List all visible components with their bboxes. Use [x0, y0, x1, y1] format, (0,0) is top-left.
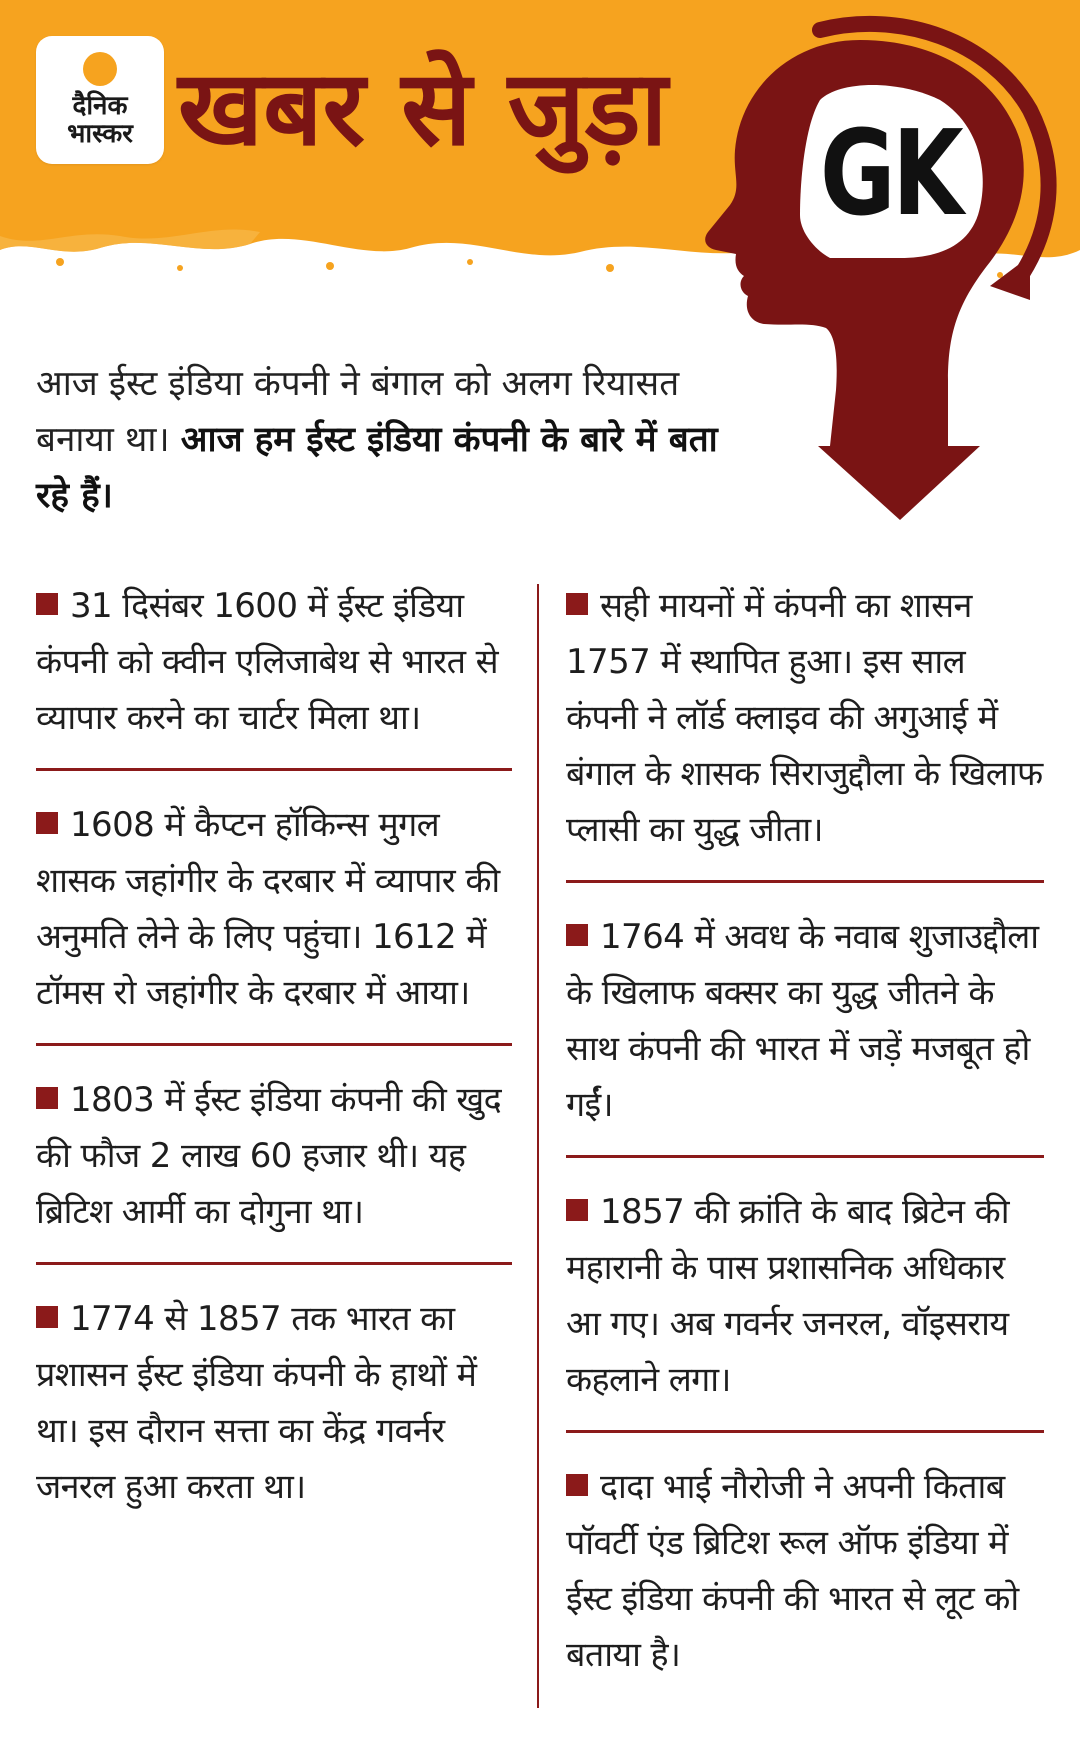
fact-item: [566, 1184, 1044, 1408]
intro-paragraph: [36, 356, 756, 524]
logo-line-2: भास्कर: [67, 119, 133, 149]
fact-text: दादा भाई नौरोजी ने अपनी किताब पॉवर्टी एंड ब्रिटिश रूल ऑफ इंडिया में ईस्ट इंडिया कंपनी की भारत से लूट को बताया है।: [566, 1467, 1019, 1675]
fact-divider: [36, 768, 512, 771]
fact-item: [36, 1291, 512, 1515]
fact-text: सही मायनों में कंपनी का शासन 1757 में स्थापित हुआ। इस साल कंपनी ने लॉर्ड क्लाइव की अगुआई में बंगाल के शासक सिराजुद्दौला के खिलाफ प्लासी का युद्ध जीता।: [566, 586, 1043, 850]
logo-line-1: दैनिक: [72, 91, 128, 121]
square-bullet-icon: [566, 924, 588, 946]
fact-item: [36, 578, 512, 746]
fact-text: 1803 में ईस्ट इंडिया कंपनी की खुद की फौज 2 लाख 60 हजार थी। यह ब्रिटिश आर्मी का दोगुना था।: [36, 1080, 502, 1232]
fact-divider: [36, 1043, 512, 1046]
fact-text: 1774 से 1857 तक भारत का प्रशासन ईस्ट इंडिया कंपनी के हाथों में था। इस दौरान सत्ता का केंद्र गवर्नर जनरल हुआ करता था।: [36, 1299, 477, 1507]
fact-divider: [566, 880, 1044, 883]
column-divider: [537, 584, 539, 1708]
fact-item: [566, 1459, 1044, 1683]
square-bullet-icon: [36, 812, 58, 834]
facts-column-right: [566, 578, 1044, 1683]
fact-item: [36, 1072, 512, 1240]
fact-divider: [566, 1155, 1044, 1158]
sun-icon: [83, 52, 117, 86]
fact-item: [566, 578, 1044, 858]
fact-text: 1857 की क्रांति के बाद ब्रिटेन की महारानी के पास प्रशासनिक अधिकार आ गए। अब गवर्नर जनरल, वॉइसराय कहलाने लगा।: [566, 1192, 1009, 1400]
fact-divider: [36, 1262, 512, 1265]
brand-logo: [36, 36, 164, 164]
fact-text: 1608 में कैप्टन हॉकिन्स मुगल शासक जहांगीर के दरबार में व्यापार की अनुमति लेने के लिए पहुंचा। 1612 में टॉमस रो जहांगीर के दरबार में आया।: [36, 805, 500, 1013]
square-bullet-icon: [566, 1474, 588, 1496]
square-bullet-icon: [36, 593, 58, 615]
square-bullet-icon: [566, 593, 588, 615]
fact-text: 31 दिसंबर 1600 में ईस्ट इंडिया कंपनी को क्वीन एलिजाबेथ से भारत से व्यापार करने का चार्टर मिला था।: [36, 586, 498, 738]
intro-normal-text: आज ईस्ट इंडिया कंपनी ने बंगाल को अलग रियासत बनाया था।: [36, 364, 680, 460]
fact-item: [36, 797, 512, 1021]
facts-column-left: [36, 578, 512, 1515]
fact-text: 1764 में अवध के नवाब शुजाउद्दौला के खिलाफ बक्सर का युद्ध जीतने के साथ कंपनी की भारत में जड़ें मजबूत हो गईं।: [566, 917, 1039, 1125]
intro-bold-text: आज हम ईस्ट इंडिया कंपनी के बारे में बता रहे हैं।: [36, 420, 718, 516]
gk-badge: GK: [820, 104, 961, 242]
square-bullet-icon: [566, 1199, 588, 1221]
square-bullet-icon: [36, 1306, 58, 1328]
square-bullet-icon: [36, 1087, 58, 1109]
headline: खबर से जुड़ा: [178, 47, 668, 169]
fact-item: [566, 909, 1044, 1133]
fact-divider: [566, 1430, 1044, 1433]
